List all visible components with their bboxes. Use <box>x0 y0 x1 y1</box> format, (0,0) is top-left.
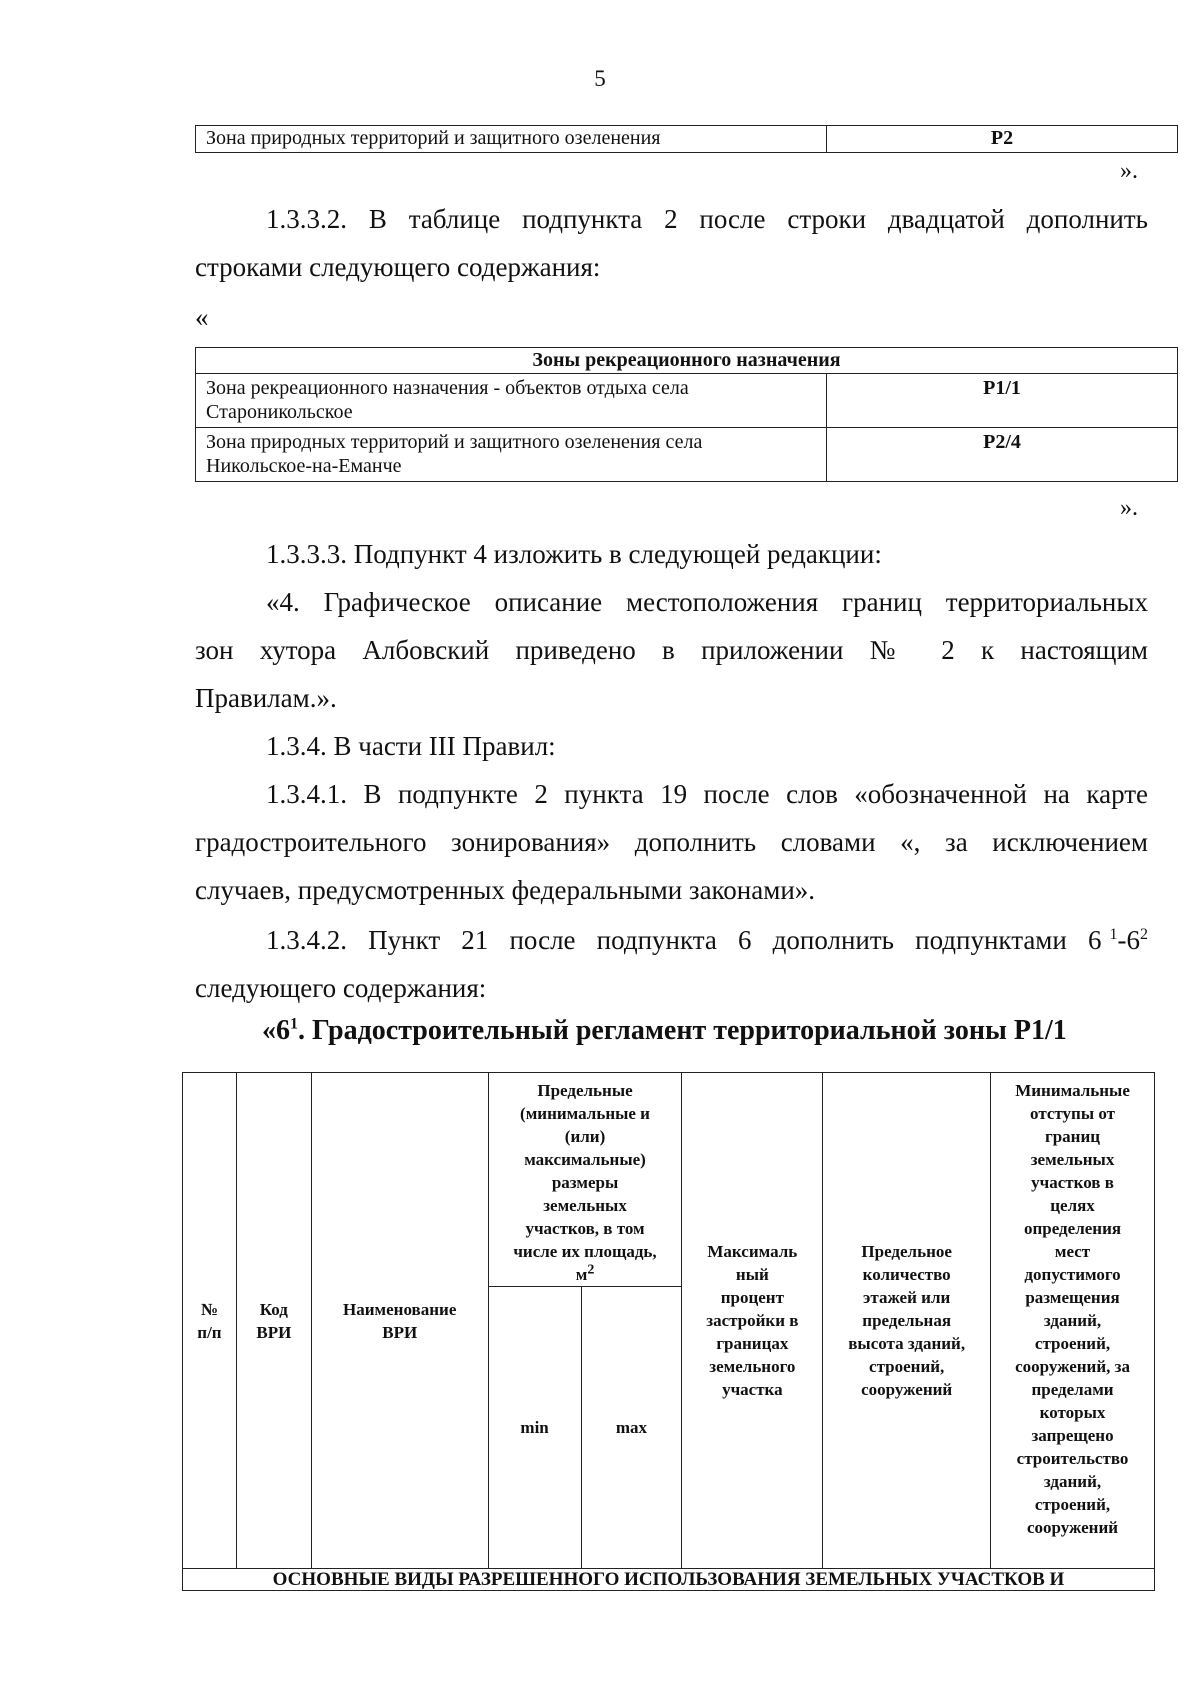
superscript-range <box>1110 917 1149 963</box>
paragraph-text: 1.3.4.2. Пункт 21 после подпункта 6 дополнить подпунктами 6 <box>266 925 1102 955</box>
col-header-min: min <box>488 1287 581 1569</box>
zone-name-line: Никольское-на-Еманче <box>206 455 402 477</box>
header-line: пределами <box>1031 1380 1114 1399</box>
header-line: определения <box>1023 1219 1122 1238</box>
header-line: предельная <box>862 1311 952 1330</box>
table-row <box>196 428 1178 482</box>
header-line: этажей или <box>863 1288 951 1307</box>
header-row <box>183 1073 1155 1287</box>
header-line: сооружений <box>861 1380 953 1399</box>
header-unit <box>493 1263 678 1286</box>
table-header-row <box>196 348 1178 374</box>
header-line: земельного <box>709 1357 796 1376</box>
header-line: запрещено <box>1031 1426 1114 1445</box>
header-line: зданий, <box>1043 1472 1102 1491</box>
paragraph-1-3-4: 1.3.4. В части III Правил: <box>266 731 556 761</box>
zone-name-cell <box>196 428 827 482</box>
paragraph-1-3-3-2-line1: 1.3.3.2. В таблице подпункта 2 после строки двадцатой дополнить <box>266 204 1148 234</box>
header-line: размещения <box>1025 1288 1120 1307</box>
title-rest: . Градостроительный регламент территориальной зоны Р1/1 <box>298 1015 1067 1046</box>
header-line: процент <box>720 1288 784 1307</box>
col-header-code <box>236 1073 311 1569</box>
header-line: целях <box>1050 1196 1095 1215</box>
col-header-floors <box>823 1073 991 1569</box>
header-line: строительство <box>1016 1449 1129 1468</box>
quote-close: ». <box>1120 495 1138 521</box>
paragraph-4-line3: Правилам.». <box>195 683 337 713</box>
paragraph-1-3-4-2-line1 <box>266 917 1148 963</box>
header-line: Предельные <box>537 1081 633 1100</box>
page-number: 5 <box>594 66 606 91</box>
paragraph-4-line2: зон хутора Албовский приведено в приложении № 2 к настоящим <box>195 635 1148 665</box>
header-line: земельных <box>543 1196 627 1215</box>
header-line: которых <box>1039 1403 1106 1422</box>
header-line: № <box>200 1299 218 1319</box>
quote-open: « <box>195 302 209 332</box>
paragraph-1-3-3-2-line2: строками следующего содержания: <box>195 252 601 282</box>
superscript: 2 <box>1140 926 1148 943</box>
zone-code-cell: Р2 <box>827 126 1178 153</box>
zone-name-cell: Зона природных территорий и защитного озеленения <box>196 126 827 153</box>
header-line: ВРИ <box>382 1322 418 1342</box>
range-dash: -6 <box>1117 925 1140 955</box>
header-line: строений, <box>869 1357 945 1376</box>
header-line: числе их площадь, <box>513 1242 657 1261</box>
header-line: допустимого <box>1024 1265 1121 1284</box>
col-header-max: max <box>581 1287 682 1569</box>
zone-code-cell: Р1/1 <box>827 374 1178 428</box>
unit: м <box>575 1265 588 1284</box>
zone-name-line: Зона рекреационного назначения - объектов отдыха села <box>206 377 689 399</box>
quote-close: ». <box>1120 158 1138 184</box>
header-line: размеры <box>551 1173 619 1192</box>
col-header-setbacks <box>991 1073 1155 1569</box>
header-line: количество <box>862 1265 951 1284</box>
header-line: Максималь <box>707 1242 798 1261</box>
paragraph-1-3-4-1-line3: случаев, предусмотренных федеральными законами». <box>195 875 816 905</box>
header-line: сооружений, за <box>1015 1357 1130 1376</box>
header-line: границ <box>1045 1127 1101 1146</box>
paragraph-1-3-4-1-line2: градостроительного зонирования» дополнить словами «, за исключением <box>195 827 1148 857</box>
title-prefix: «6 <box>262 1015 290 1046</box>
header-line: мест <box>1054 1242 1091 1261</box>
zones-table-continuation <box>195 125 1178 153</box>
zone-code-cell: Р2/4 <box>827 428 1178 482</box>
header-line: Наименование <box>343 1299 457 1319</box>
paragraph-1-3-4-2-line2: следующего содержания: <box>195 973 487 1003</box>
header-line: максимальные) <box>524 1150 646 1169</box>
header-line: п/п <box>197 1322 222 1342</box>
header-line: участков, в том <box>525 1219 645 1238</box>
header-line: строений, <box>1034 1334 1111 1353</box>
paragraph-1-3-4-1-line1: 1.3.4.1. В подпункте 2 пункта 19 после слов «обозначенной на карте <box>266 779 1148 809</box>
table-row <box>196 374 1178 428</box>
header-line: ВРИ <box>256 1322 292 1342</box>
section-row <box>183 1569 1155 1591</box>
header-line: застройки в <box>706 1311 799 1330</box>
table-row <box>196 126 1178 153</box>
header-line: строений, <box>1034 1495 1111 1514</box>
header-line: участков в <box>1031 1173 1114 1192</box>
col-header-plot-size <box>488 1073 682 1287</box>
header-line: земельных <box>1030 1150 1115 1169</box>
title-superscript: 1 <box>290 1015 298 1033</box>
header-line: Предельное <box>861 1242 952 1261</box>
header-line: зданий, <box>1043 1311 1102 1330</box>
header-line: отступы от <box>1030 1104 1115 1123</box>
col-header-number <box>183 1073 237 1569</box>
recreation-zones-table <box>195 347 1178 482</box>
regulation-title <box>262 1015 1067 1047</box>
header-line: ный <box>735 1265 769 1284</box>
section-heading: ОСНОВНЫЕ ВИДЫ РАЗРЕШЕННОГО ИСПОЛЬЗОВАНИЯ ЗЕМЕЛЬНЫХ УЧАСТКОВ И <box>183 1569 1155 1591</box>
table-header: Зоны рекреационного назначения <box>196 348 1178 374</box>
zone-name-line: Зона природных территорий и защитного озеленения села <box>206 431 703 453</box>
header-line: (минимальные и <box>520 1104 650 1123</box>
header-line: Код <box>259 1299 288 1319</box>
col-header-percent <box>682 1073 823 1569</box>
header-line: сооружений <box>1026 1518 1119 1537</box>
paragraph-4-line1: «4. Графическое описание местоположения границ территориальных <box>266 587 1148 617</box>
zone-name-cell <box>196 374 827 428</box>
header-line: (или) <box>564 1127 606 1146</box>
unit-superscript: 2 <box>587 1262 595 1278</box>
superscript: 1 <box>1109 926 1118 943</box>
zone-name-line: Староникольское <box>206 401 353 423</box>
header-line: участка <box>722 1380 783 1399</box>
col-header-name <box>311 1073 488 1569</box>
regulation-table <box>182 1072 1155 1591</box>
header-line: границах <box>716 1334 789 1353</box>
header-line: Минимальные <box>1015 1081 1130 1100</box>
header-line: высота зданий, <box>848 1334 966 1353</box>
paragraph-1-3-3-3: 1.3.3.3. Подпункт 4 изложить в следующей редакции: <box>266 539 882 569</box>
